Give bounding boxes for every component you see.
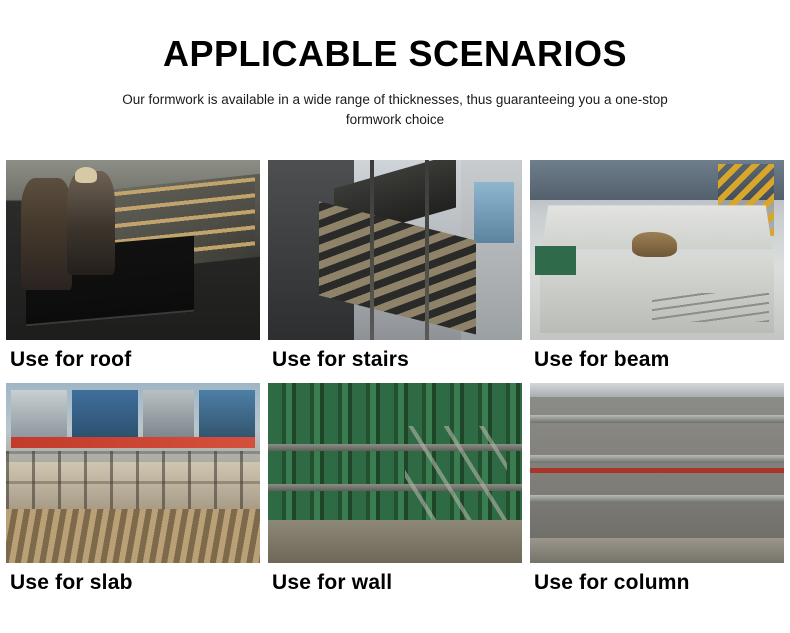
- sky-shape: [530, 383, 784, 397]
- beam-formwork-photo: [530, 160, 784, 340]
- page-subtitle: Our formwork is available in a wide range of thicknesses, thus guaranteeing you a one-stop formwork choice: [122, 91, 668, 127]
- scenario-card-column: [530, 383, 784, 598]
- caption-slab: Use for slab: [10, 571, 133, 595]
- material-sack-shape: [632, 232, 678, 257]
- column-clamp-shape: [530, 455, 784, 463]
- rebar-bundle-shape: [652, 293, 769, 322]
- red-pipe-shape: [530, 468, 784, 473]
- scenario-gallery: [6, 160, 784, 598]
- worker-figure: [21, 178, 72, 290]
- building-shape: [72, 390, 138, 437]
- caption-column: Use for column: [534, 571, 690, 595]
- green-panel-shape: [535, 246, 576, 275]
- page-title: APPLICABLE SCENARIOS: [162, 33, 628, 74]
- ground-shape: [268, 520, 522, 563]
- window-shape: [474, 182, 515, 243]
- scenario-card-beam: [530, 160, 784, 375]
- scenario-card-slab: [6, 383, 260, 598]
- building-shape: [11, 390, 67, 437]
- scenario-card-stairs: [268, 160, 522, 375]
- column-timbers-shape: [530, 383, 784, 563]
- building-shape: [143, 390, 194, 437]
- helmet-shape: [75, 167, 98, 183]
- column-formwork-photo: [530, 383, 784, 563]
- caption-roof: Use for roof: [10, 348, 132, 371]
- caption-stairs: Use for stairs: [272, 348, 410, 371]
- worker-figure: [67, 171, 115, 275]
- scenario-card-wall: [268, 383, 522, 598]
- column-clamp-shape: [530, 495, 784, 503]
- column-clamp-shape: [530, 415, 784, 423]
- stairs-formwork-photo: [268, 160, 522, 340]
- slab-formwork-photo: [6, 383, 260, 563]
- building-shape: [199, 390, 255, 437]
- site-banner-shape: [11, 437, 255, 448]
- wall-formwork-photo: [268, 383, 522, 563]
- caption-beam: Use for beam: [534, 348, 670, 371]
- push-pull-brace-shape: [405, 426, 507, 534]
- scenario-card-roof: [6, 160, 260, 375]
- caption-wall: Use for wall: [272, 571, 393, 595]
- timber-stack-shape: [6, 509, 260, 563]
- scaffold-pole: [425, 160, 429, 340]
- ground-shape: [530, 538, 784, 563]
- roof-formwork-photo: [6, 160, 260, 340]
- scaffold-pole: [370, 160, 374, 340]
- header: [0, 0, 790, 130]
